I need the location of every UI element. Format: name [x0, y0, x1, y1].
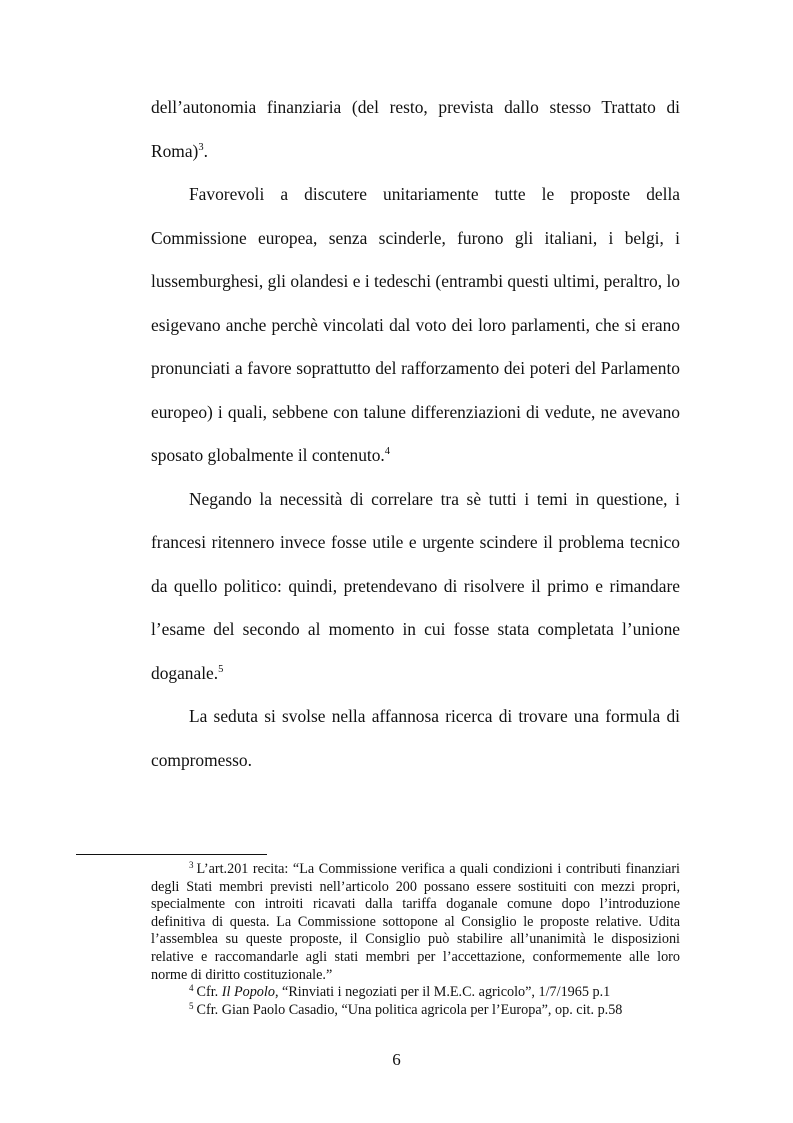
footnote-5-text: Cfr. Gian Paolo Casadio, “Una politica agricola per l’Europa”, op. cit. p.58	[196, 1001, 623, 1018]
footnote-3-number: 3	[189, 860, 194, 870]
paragraph-2	[151, 173, 680, 478]
paragraph-2-text: Favorevoli a discutere unitariamente tutte le proposte della Commissione europea, senza scinderle, furono gli italiani, i belgi, i lussemburghesi, gli olandesi e i tedeschi (entrambi questi ultimi, peraltro, lo esigevano anche perchè vincolati dal voto dei loro parlamenti, che si erano pronunciati a favore soprattutto del rafforzamento dei poteri del Parlamento europeo) i quali, sebbene con talune differenziazioni di vedute, ne avevano sposato globalmente il contenuto.	[151, 184, 680, 465]
footnotes	[151, 861, 680, 1019]
footnote-5-number: 5	[189, 1000, 194, 1011]
footnote-4-source: Il Popolo	[221, 984, 275, 1001]
footnote-ref-5[interactable]: 5	[218, 663, 224, 675]
footnote-ref-4[interactable]: 4	[384, 446, 391, 457]
paragraph-4-text: La seduta si svolse nella affannosa ricerca di trovare una formula di compromesso.	[151, 706, 680, 770]
footnote-4-number: 4	[189, 983, 194, 994]
footnote-4-text: , “Rinviati i negoziati per il M.E.C. agricolo”, 1/7/1965 p.1	[274, 984, 611, 1001]
footnote-3-text: L’art.201 recita: “La Commissione verifica a quali condizioni i contributi finanziari degli Stati membri previsti nell’articolo 200 possano essere sostituiti con mezzi propri, specialmente con introiti ricavati dalla tariffa doganale comune dopo l’introduzione definitiva di questa. La Commissione sottopone al Consiglio le proposte relative. Udita l’assemblea su queste proposte, il Consiglio può stabilire all’unanimità le disposizioni relative e raccomandarle agli stati membri per l’accettazione, conformemente alle loro norme di diritto costituzionale.”	[151, 861, 680, 983]
paragraph-3	[151, 478, 680, 696]
paragraph-3-text: Negando la necessità di correlare tra sè tutti i temi in questione, i francesi ritennero invece fosse utile e urgente scindere il problema tecnico da quello politico: quindi, pretendevano di risolvere il primo e rimandare l’esame del secondo al momento in cui fosse stata completata l’unione doganale.	[151, 488, 680, 683]
paragraph-1-text: dell’autonomia finanziaria (del resto, prevista dallo stesso Trattato di Roma)	[151, 97, 680, 161]
footnote-4	[151, 984, 680, 1002]
page-number: 6	[392, 1050, 401, 1069]
paragraph-1-end: .	[203, 140, 208, 161]
body-text	[151, 86, 680, 782]
footnote-5	[151, 1002, 680, 1020]
paragraph-4	[151, 695, 680, 782]
footnote-4-prefix: Cfr.	[196, 984, 222, 1001]
paragraph-1	[151, 86, 680, 173]
footnote-ref-3[interactable]: 3	[198, 141, 204, 153]
footnote-3	[151, 861, 680, 984]
footnote-separator	[76, 854, 267, 855]
